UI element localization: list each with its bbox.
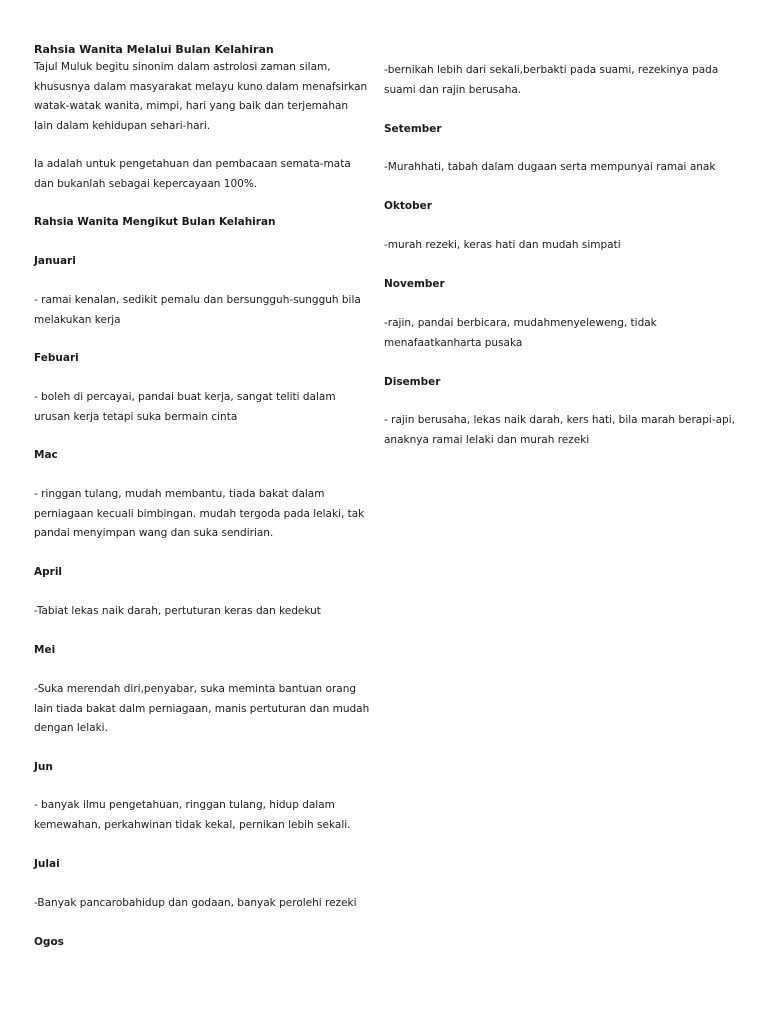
description-line: - boleh di percayai, pandai buat kerja, sangat teliti dalam <box>34 391 336 403</box>
description-line: -Tabiat lekas naik darah, pertuturan keras dan kedekut <box>34 605 321 617</box>
month-heading-disember: Disember <box>384 376 441 388</box>
month-description-julai <box>34 894 357 914</box>
month-heading-januari: Januari <box>34 255 76 267</box>
month-description-november <box>384 314 657 353</box>
document-title: Rahsia Wanita Melalui Bulan Kelahiran <box>34 43 274 56</box>
intro-line: watak-watak wanita, mimpi, hari yang baik dan terjemahan <box>34 100 349 112</box>
intro-line: Tajul Muluk begitu sinonim dalam astrolosi zaman silam, <box>34 61 331 73</box>
description-line: menafaatkanharta pusaka <box>384 336 523 349</box>
month-description-ogos <box>384 61 718 100</box>
intro-paragraph <box>34 58 367 136</box>
month-heading-september: Setember <box>384 123 442 135</box>
month-description-januari <box>34 291 361 330</box>
description-line: -bernikah lebih dari sekali,berbakti pada suami, rezekinya pada <box>384 64 719 76</box>
month-description-september <box>384 158 715 178</box>
month-heading-mac: Mac <box>34 449 58 461</box>
month-heading-april: April <box>34 566 63 578</box>
description-line: pandai menyimpan wang dan suka sendirian. <box>34 527 274 539</box>
month-heading-ogos: Ogos <box>34 936 64 948</box>
description-line: - rajin berusaha, lekas naik darah, kers hati, bila marah berapi-api, <box>384 414 735 426</box>
description-line: kemewahan, perkahwinan tidak kekal, pernikan lebih sekali. <box>34 818 351 831</box>
section-heading: Rahsia Wanita Mengikut Bulan Kelahiran <box>34 216 276 228</box>
month-heading-oktober: Oktober <box>384 200 432 212</box>
description-line: anaknya ramai lelaki dan murah rezeki <box>384 433 590 446</box>
month-heading-november: November <box>384 278 445 290</box>
description-line: perniagaan kecuali bimbingan. mudah tergoda pada lelaki, tak <box>34 507 365 520</box>
description-line: dengan lelaki. <box>34 722 108 734</box>
month-heading-mei: Mei <box>34 644 56 656</box>
month-heading-jun: Jun <box>34 761 53 773</box>
month-heading-julai: Julai <box>34 858 60 870</box>
description-line: - banyak ilmu pengetahuan, ringgan tulang, hidup dalam <box>34 799 335 811</box>
description-line: -rajin, pandai berbicara, mudahmenyeleweng, tidak <box>384 317 657 329</box>
description-line: lain tiada bakat dalm perniagaan, manis pertuturan dan mudah <box>34 702 370 715</box>
month-description-oktober <box>384 236 621 256</box>
description-line: suami dan rajin berusaha. <box>384 83 522 96</box>
intro-line: lain dalam kehidupan sehari-hari. <box>34 119 211 132</box>
month-description-mac <box>34 485 364 544</box>
description-line: -murah rezeki, keras hati dan mudah simpati <box>384 239 621 251</box>
disclaimer-line: Ia adalah untuk pengetahuan dan pembacaan semata-mata <box>34 158 351 170</box>
disclaimer-line: dan bukanlah sebagai kepercayaan 100%. <box>34 177 258 190</box>
description-line: melakukan kerja <box>34 313 121 326</box>
description-line: - ramai kenalan, sedikit pemalu dan bersungguh-sungguh bila <box>34 294 361 306</box>
description-line: - ringgan tulang, mudah membantu, tiada bakat dalam <box>34 488 325 500</box>
month-description-febuari <box>34 388 336 427</box>
description-line: -Murahhati, tabah dalam dugaan serta mempunyai ramai anak <box>384 161 716 173</box>
intro-line: khususnya dalam masyarakat melayu kuno dalam menafsirkan <box>34 80 368 93</box>
disclaimer-paragraph <box>34 155 351 194</box>
month-heading-febuari: Febuari <box>34 352 79 364</box>
month-description-disember <box>384 411 735 450</box>
month-description-april <box>34 602 321 622</box>
description-line: -Banyak pancarobahidup dan godaan, banyak perolehi rezeki <box>34 897 357 909</box>
month-description-mei <box>34 680 369 739</box>
description-line: urusan kerja tetapi suka bermain cinta <box>34 410 238 423</box>
month-description-jun <box>34 796 351 835</box>
description-line: -Suka merendah diri,penyabar, suka meminta bantuan orang <box>34 683 357 695</box>
